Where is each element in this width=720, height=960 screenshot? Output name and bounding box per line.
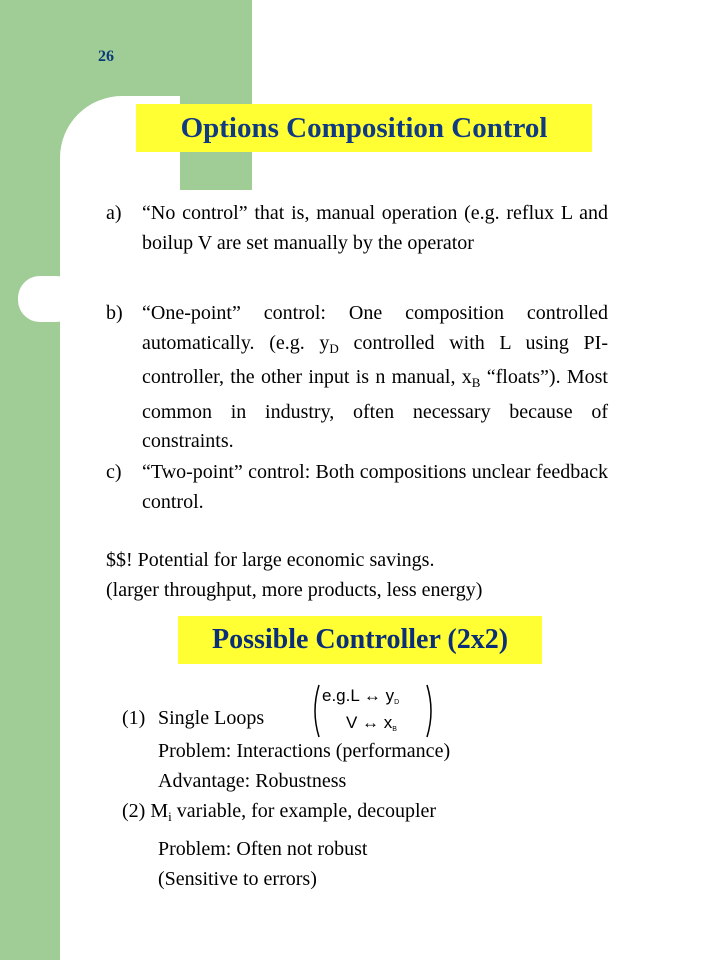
subscript: D bbox=[329, 340, 339, 356]
text-part: “floats”). Most common in industry, often necessary because of constraints. bbox=[142, 366, 608, 452]
page-number: 26 bbox=[98, 48, 114, 65]
single-loops-advantage: Advantage: Robustness bbox=[158, 770, 347, 792]
savings-line: $$! Potential for large economic savings. bbox=[106, 549, 435, 571]
pairing-matrix bbox=[310, 682, 436, 740]
slide-title: Options Composition Control bbox=[136, 104, 592, 152]
list-item-text: “Two-point” control: Both compositions unclear feedback control. bbox=[142, 461, 608, 513]
subscript: B bbox=[471, 375, 481, 390]
list-item-b bbox=[106, 299, 608, 457]
list-item-label: c) bbox=[106, 461, 122, 483]
option-multivariable bbox=[122, 797, 436, 832]
single-loops-problem: Problem: Interactions (performance) bbox=[158, 740, 451, 762]
multivariable-sensitivity: (Sensitive to errors) bbox=[158, 868, 317, 890]
subscript: i bbox=[168, 809, 172, 824]
list-item-text: “No control” that is, manual operation (e.g. reflux L and boilup V are set manually by the operator bbox=[142, 202, 608, 254]
text-part: controlled with L using PI-controller, the other input is n manual, x bbox=[142, 331, 608, 388]
list-item-c bbox=[106, 458, 608, 517]
pairing-text: V ↔ x bbox=[346, 713, 393, 732]
subscript: B bbox=[392, 726, 397, 733]
pairing-row-1 bbox=[322, 686, 399, 706]
option-single-loops: Single Loops bbox=[158, 707, 265, 729]
text-part: (2) M bbox=[122, 800, 169, 822]
section-title: Possible Controller (2x2) bbox=[178, 616, 542, 664]
text-part: “One-point” control: One composition controlled automatically. (e.g. y bbox=[142, 302, 608, 354]
subscript: D bbox=[394, 699, 400, 706]
left-margin-strip bbox=[0, 0, 60, 960]
list-item-label: a) bbox=[106, 202, 122, 224]
option-number: (1) bbox=[122, 707, 146, 729]
list-item-label: b) bbox=[106, 302, 123, 324]
list-item-a bbox=[106, 199, 608, 258]
pairing-row-2 bbox=[346, 713, 397, 733]
savings-detail-line: (larger throughput, more products, less energy) bbox=[106, 579, 483, 601]
multivariable-problem: Problem: Often not robust bbox=[158, 838, 368, 860]
pairing-text: e.g.L ↔ y bbox=[322, 686, 395, 705]
text-part: variable, for example, decoupler bbox=[171, 800, 437, 822]
list-item-text bbox=[142, 299, 608, 457]
margin-knob bbox=[18, 276, 78, 322]
